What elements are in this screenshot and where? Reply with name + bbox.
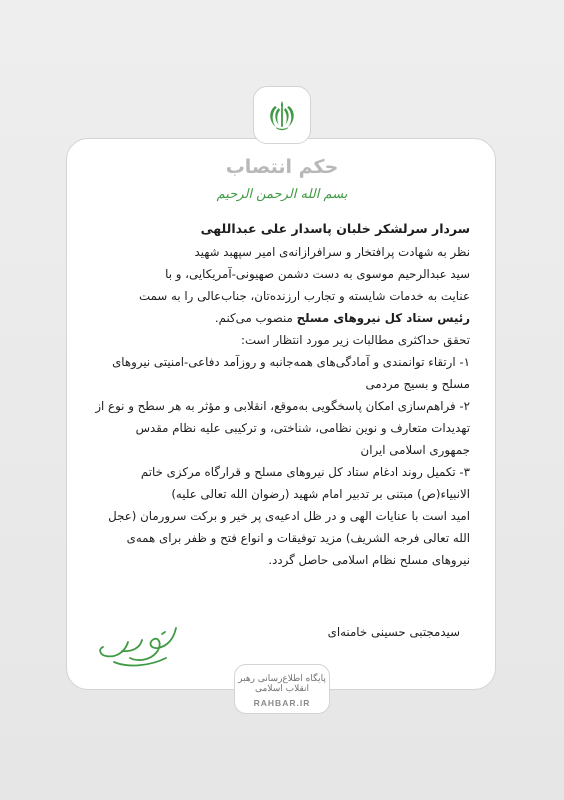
- paragraph-line: عنایت به خدمات شایسته و تجارب ارزنده‌تان، جناب‌عالی را به سمت: [139, 289, 470, 303]
- signature-mark: [92, 618, 184, 674]
- site-logo-persian: پایگاه اطلاع‌رسانی رهبر انقلاب اسلامی: [238, 674, 326, 694]
- emblem-badge: [253, 86, 311, 144]
- decree-body: [94, 218, 470, 571]
- document-title: حکم انتصاب: [225, 156, 339, 178]
- signer-name: سیدمجتبی حسینی خامنه‌ای: [327, 625, 460, 639]
- paragraph-line: سید عبدالرحیم موسوی به دست دشمن صهیونی-آمریکایی، و با: [165, 267, 470, 281]
- closing-paragraph: امید است با عنایات الهی و در ظل ادعیه‌ی پر خیر و برکت سرورمان (عجل الله تعالی فرجه الشریف) مزید توفیقات و انواع فتح و ظفر برای همه‌ی نیروهای مسلح نظام اسلامی حاصل گردد.: [108, 509, 470, 567]
- paragraph-line: نظر به شهادت پرافتخار و سرافرازانه‌ی امیر سپهبد شهید: [194, 245, 470, 259]
- appointment-line: [94, 307, 470, 329]
- expectation-item-1: ۱- ارتقاء توانمندی و آمادگی‌های همه‌جانبه و روزآمد دفاعی-امنیتی نیروهای مسلح و بسیج مردمی: [112, 355, 470, 391]
- expectations-intro: تحقق حداکثری مطالبات زیر مورد انتظار است:: [241, 333, 470, 347]
- iran-emblem-icon: [265, 98, 299, 132]
- expectation-item-3: ۳- تکمیل روند ادغام ستاد کل نیروهای مسلح و قرارگاه مرکزی خاتم الانبیاء(ص) مبتنی بر تدبیر امام شهید (رضوان الله تعالی علیه): [140, 465, 470, 501]
- site-logo-latin: RAHBAR.IR: [253, 698, 311, 708]
- addressee: سردار سرلشکر خلبان پاسدار علی عبداللهی: [200, 221, 470, 236]
- site-logo-badge: [234, 664, 330, 714]
- expectation-item-2: ۲- فراهم‌سازی امکان پاسخگویی به‌موقع، انقلابی و مؤثر به هر سطح و نوع از تهدیدات متعارف و نوین نظامی، شناختی، و ترکیبی علیه نظام مقدس جمهوری اسلامی ایران: [95, 399, 470, 457]
- bismillah-heading: بسم الله الرحمن الرحیم: [216, 187, 348, 202]
- appointment-position: رئیس ستاد کل نیروهای مسلح: [296, 311, 470, 325]
- appointment-suffix: منصوب می‌کنم.: [214, 311, 297, 325]
